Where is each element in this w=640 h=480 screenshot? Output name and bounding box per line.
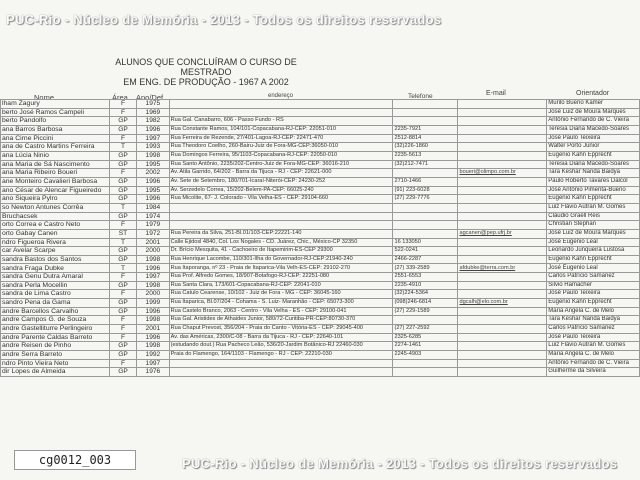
cell-nome: andre Gastelliturre Perlingeiro	[1, 325, 110, 334]
cell-email	[458, 368, 547, 377]
cell-orientador: Eugenio Kahn Epprecht	[547, 195, 640, 204]
table-row	[1, 212, 640, 221]
cell-endereco: Av. Atila Garrido, 64/202 - Barra da Tijuca - RJ - CEP: 22621-000	[169, 169, 393, 178]
cell-orientador: José Paulo Teixeira	[547, 134, 640, 143]
table-row	[1, 203, 640, 212]
table-row	[1, 125, 640, 134]
table-row	[1, 351, 640, 360]
document-code-label: cg0012_003	[14, 450, 136, 470]
table-row	[1, 160, 640, 169]
cell-email	[458, 255, 547, 264]
cell-endereco: Av. das Américas, 2300/C-08 - Barra da Tijuca - RJ - CEP: 22640-101	[169, 333, 393, 342]
cell-orientador: Maria Angela C. de Melo	[547, 351, 640, 360]
table-row	[1, 221, 640, 230]
cell-email	[458, 125, 547, 134]
cell-area: F	[109, 273, 136, 282]
column-header-endereco: endereço	[268, 93, 294, 99]
cell-email	[458, 273, 547, 282]
cell-orientador: Eugenio Kahn Epprecht	[547, 151, 640, 160]
cell-orientador: Maria Angela C. de Melo	[547, 307, 640, 316]
cell-email	[458, 325, 547, 334]
cell-endereco: Praia do Flamengo, 164/1103 - Flamengo - RJ - CEP: 22210-030	[169, 351, 393, 360]
cell-ano: 1972	[137, 229, 169, 238]
cell-orientador: Eugenio Kahn Epprecht	[547, 255, 640, 264]
cell-ano: 1996	[137, 307, 169, 316]
cell-telefone	[393, 169, 458, 178]
cell-orientador: José Eugenio Leal	[547, 238, 640, 247]
cell-ano: 1999	[137, 299, 169, 308]
watermark-banner-top: PUC-Rio - Núcleo de Memória - 2013 - Todos os direitos reservados	[6, 12, 442, 27]
cell-email	[458, 307, 547, 316]
table-row	[1, 247, 640, 256]
cell-area: F	[109, 221, 136, 230]
cell-endereco: Rua Chaput Prevost, 356/204 - Praia do Canto - Vitória-ES - CEP: 29045-400	[169, 325, 393, 334]
cell-orientador: José Eugenio Leal	[547, 264, 640, 273]
cell-endereco: Rua Pereira da Silva, 251-Bl.01/103-CEP:22221-140	[169, 229, 393, 238]
cell-orientador: José Luiz de Moura Marques	[547, 229, 640, 238]
heading-line-1: ALUNOS QUE CONCLUÍRAM O CURSO DE MESTRADO	[115, 57, 297, 77]
watermark-banner-bottom: PUC-Rio - Núcleo de Memória - 2013 - Todos os direitos reservados	[182, 456, 618, 471]
cell-nome: ana de Castro Martins Ferreira	[1, 143, 110, 152]
cell-area: T	[109, 203, 136, 212]
cell-area: GP	[109, 281, 136, 290]
cell-telefone: 2274-1461	[393, 342, 458, 351]
cell-endereco	[169, 359, 393, 368]
cell-endereco: Rua Theodoro Coelho, 260-Bairu-Juiz de Fora-MG-CEP:36050-010	[169, 143, 393, 152]
cell-ano: 1996	[137, 195, 169, 204]
cell-telefone: (32)212-7471	[393, 160, 458, 169]
cell-email	[458, 169, 547, 178]
column-header-area: Área	[112, 93, 128, 102]
cell-ano: 1995	[137, 186, 169, 195]
cell-area: GP	[109, 368, 136, 377]
cell-nome: andre Campos G. de Souza	[1, 316, 110, 325]
table-row	[1, 307, 640, 316]
cell-orientador: Leonardo Junqueira Lustosa	[547, 247, 640, 256]
cell-area: F	[109, 325, 136, 334]
cell-area: F	[109, 333, 136, 342]
cell-orientador: Teresia Diana Macedo-Soares	[547, 125, 640, 134]
cell-telefone: (27) 339-2589	[393, 264, 458, 273]
cell-telefone: 2325-6285	[393, 333, 458, 342]
cell-ano: 1996	[137, 264, 169, 273]
cell-email	[458, 247, 547, 256]
table-row	[1, 281, 640, 290]
cell-nome: ano Siqueira Pylro	[1, 195, 110, 204]
cell-orientador: Walter Porto Junior	[547, 143, 640, 152]
column-header-email: E-mail	[486, 90, 506, 97]
cell-endereco: Rua Catulo Cearense, 10/102 - Juiz de Fora - MG - CEP: 36045-160	[169, 290, 393, 299]
cell-endereco	[169, 100, 393, 109]
cell-area: T	[109, 238, 136, 247]
cell-telefone: (27) 229-1589	[393, 307, 458, 316]
cell-ano: 1979	[137, 221, 169, 230]
cell-orientador: José Paulo Teixeira	[547, 290, 640, 299]
cell-telefone	[393, 108, 458, 117]
table-row	[1, 238, 640, 247]
cell-email	[458, 359, 547, 368]
cell-area: T	[109, 264, 136, 273]
table-row	[1, 273, 640, 282]
email-text: dgcalh@elo.com.br	[459, 299, 508, 306]
cell-telefone	[393, 368, 458, 377]
students-table	[0, 99, 640, 377]
cell-endereco: Calle Ejidosl 4840, Col. Los Nogales - CD. Juárez, Chic., México-CP 32350	[169, 238, 393, 247]
table-row	[1, 143, 640, 152]
cell-ano: 1997	[137, 273, 169, 282]
cell-nome: sandra Genu Dutra Amaral	[1, 273, 110, 282]
cell-ano: 1993	[137, 143, 169, 152]
cell-email	[458, 108, 547, 117]
table-row	[1, 169, 640, 178]
cell-email	[458, 238, 547, 247]
cell-endereco: Rua Domingos Ferreira, 95/1103-Copacabana-RJ-CEP: 22050-010	[169, 151, 393, 160]
cell-ano: 1998	[137, 342, 169, 351]
cell-nome: orto Gabay Canen	[1, 229, 110, 238]
cell-telefone: (32)224-5364	[393, 290, 458, 299]
document-heading	[96, 57, 316, 87]
cell-orientador: José Luiz de Moura Marques	[547, 108, 640, 117]
table-row	[1, 342, 640, 351]
cell-nome: sandra Perla Mocellin	[1, 281, 110, 290]
cell-endereco	[169, 221, 393, 230]
cell-email	[458, 221, 547, 230]
cell-area: F	[109, 108, 136, 117]
cell-telefone: (32)226-1860	[393, 143, 458, 152]
cell-nome: ana Maria de Sá Nascimento	[1, 160, 110, 169]
cell-email	[458, 351, 547, 360]
cell-endereco	[169, 203, 393, 212]
cell-area: F	[109, 169, 136, 178]
cell-endereco: Rua Santa Clara, 173/601-Copacabana-RJ-CEP: 22041-010	[169, 281, 393, 290]
cell-ano: 1976	[137, 368, 169, 377]
column-header-ano: Ano/Def.	[136, 93, 166, 102]
email-text: afdubke@terra.com.br	[459, 264, 516, 271]
column-header-orientador: Orientador	[576, 90, 610, 97]
table-row	[1, 108, 640, 117]
cell-endereco: Rua Ferreira de Rezende, 27/401-Lagoa-RJ-CEP: 22471-470	[169, 134, 393, 143]
cell-email	[458, 316, 547, 325]
table-row	[1, 333, 640, 342]
cell-nome: so Newton Antunes Corrêa	[1, 203, 110, 212]
cell-ano: 1996	[137, 177, 169, 186]
cell-telefone: (91) 223-6028	[393, 186, 458, 195]
cell-endereco: Rua Santo Antônio, 2235/202-Centro-Juiz de Fora-MG-CEP: 36016-210	[169, 160, 393, 169]
cell-nome: ndro Pinto Vieira Neto	[1, 359, 110, 368]
cell-area: T	[109, 143, 136, 152]
cell-orientador: Guilherme da Silveira	[547, 368, 640, 377]
cell-ano: 2001	[137, 325, 169, 334]
cell-area: F	[109, 290, 136, 299]
email-text: boueri@olimpo.com.br	[459, 169, 516, 176]
cell-orientador: Silvio Hamacher	[547, 281, 640, 290]
cell-ano: 1995	[137, 160, 169, 169]
cell-endereco: Rua Henrique Lacombe, 110/301-Ilha do Governador-RJ-CEP:21940-240	[169, 255, 393, 264]
cell-endereco: Rua Prof. Alfredo Gomes, 18/907-Botafogo-RJ-CEP: 22251-080	[169, 273, 393, 282]
cell-endereco	[169, 368, 393, 377]
cell-area: GP	[109, 117, 136, 126]
table-row	[1, 151, 640, 160]
cell-orientador: Antônio Fernando de C. Vieira	[547, 117, 640, 126]
cell-nome: andre Barcellos Carvalho	[1, 307, 110, 316]
cell-area: GP	[109, 247, 136, 256]
cell-orientador: Teresia Diana Macedo-Soares	[547, 160, 640, 169]
cell-nome: car Avelar Scarpe	[1, 247, 110, 256]
cell-telefone	[393, 316, 458, 325]
cell-email	[458, 100, 547, 109]
cell-nome: ana Lúcia Ninio	[1, 151, 110, 160]
cell-nome: ana Cirne Piccini	[1, 134, 110, 143]
cell-telefone	[393, 100, 458, 109]
cell-orientador: José Antônio Pimenta-Bueno	[547, 186, 640, 195]
cell-orientador: Eugenio Kahn Epprecht	[547, 299, 640, 308]
cell-email	[458, 264, 547, 273]
cell-ano: 1998	[137, 151, 169, 160]
cell-nome: andre Parente Caldas Barreto	[1, 333, 110, 342]
table-row	[1, 100, 640, 109]
cell-area: GP	[109, 195, 136, 204]
cell-ano: 1975	[137, 100, 169, 109]
cell-nome: sandra Bastos dos Santos	[1, 255, 110, 264]
cell-telefone: 522-0241	[393, 247, 458, 256]
cell-nome: Bruchacsek	[1, 212, 110, 221]
table-row	[1, 255, 640, 264]
cell-email	[458, 186, 547, 195]
cell-email	[458, 342, 547, 351]
cell-telefone: 2235-5613	[393, 151, 458, 160]
cell-orientador: Murilo Bueno Kamer	[547, 100, 640, 109]
cell-nome: ano César de Alencar Figueiredo	[1, 186, 110, 195]
cell-ano: 1997	[137, 359, 169, 368]
cell-orientador: Carlos Patrício Samanez	[547, 325, 640, 334]
cell-endereco: (estudando dout.) Rua Pacheco Leão, 536/20-Jardim Botânico-RJ 22460-030	[169, 342, 393, 351]
cell-email	[458, 134, 547, 143]
cell-orientador: Carlos Patrício Samanez	[547, 273, 640, 282]
cell-ano: 1974	[137, 212, 169, 221]
cell-ano: 1996	[137, 333, 169, 342]
heading-line-2: EM ENG. DE PRODUÇÃO - 1967 A 2002	[123, 77, 289, 87]
cell-area: F	[109, 100, 136, 109]
cell-area: GP	[109, 177, 136, 186]
cell-email	[458, 160, 547, 169]
cell-endereco: Rua Gal. Aristides de Athaides Junior, 580/72-Curitiba-PR-CEP:80730-370	[169, 316, 393, 325]
cell-area: GP	[109, 351, 136, 360]
cell-ano: 2001	[137, 238, 169, 247]
cell-nome: orto Correa e Castro Neto	[1, 221, 110, 230]
cell-ano: 1969	[137, 108, 169, 117]
table-row	[1, 316, 640, 325]
cell-nome: sandra de Lima Castro	[1, 290, 110, 299]
cell-email	[458, 281, 547, 290]
cell-ano: 2002	[137, 169, 169, 178]
cell-telefone: 2235-4910	[393, 281, 458, 290]
cell-orientador: Luiz Flávio Autran M. Gomes	[547, 342, 640, 351]
cell-endereco	[169, 108, 393, 117]
cell-endereco: Dr. Brício Mesquita, 41 - Cachoeiro de Itapemirim-ES-CEP 29300	[169, 247, 393, 256]
cell-telefone: (27) 227-2592	[393, 325, 458, 334]
cell-area: GP	[109, 255, 136, 264]
cell-ano: 1997	[137, 134, 169, 143]
cell-email	[458, 212, 547, 221]
cell-area: ST	[109, 229, 136, 238]
cell-telefone	[393, 212, 458, 221]
cell-endereco: Av. Serzedelo Correa, 15/202-Belem-PA-CEP: 66025-240	[169, 186, 393, 195]
cell-area: GP	[109, 160, 136, 169]
cell-area: F	[109, 134, 136, 143]
cell-orientador: Antônio Fernando de C. Vieira	[547, 359, 640, 368]
email-text: agcanen@pep.ufrj.br	[459, 229, 512, 236]
cell-endereco: Rua Castelo Branco, 2063 - Centro - Vila Velha - ES - CEP: 29100-041	[169, 307, 393, 316]
cell-telefone: 2710-1466	[393, 177, 458, 186]
cell-area: F	[109, 359, 136, 368]
cell-ano: 1982	[137, 117, 169, 126]
cell-endereco	[169, 212, 393, 221]
cell-orientador: Cláudio Graell Reis	[547, 212, 640, 221]
cell-nome: andre Reisen de Pinho	[1, 342, 110, 351]
table-row	[1, 368, 640, 377]
cell-telefone: (27) 229-7776	[393, 195, 458, 204]
cell-endereco: Rua Constante Ramos, 104/101-Copacabana-RJ-CEP: 22051-010	[169, 125, 393, 134]
cell-orientador: Christian Stephan	[547, 221, 640, 230]
cell-area: GP	[109, 151, 136, 160]
cell-area: GP	[109, 307, 136, 316]
table-row	[1, 359, 640, 368]
cell-nome: dir Lopes de Almeida	[1, 368, 110, 377]
cell-email	[458, 151, 547, 160]
cell-orientador: José Paulo Teixeira	[547, 333, 640, 342]
cell-nome: ana Barros Barbosa	[1, 125, 110, 134]
column-header-telefone: Telefone	[408, 93, 433, 100]
cell-ano: 1984	[137, 203, 169, 212]
cell-endereco: Rua Itaporanga, nº 23 - Praia de Itaparica-Vila Velh-ES-CEP: 29102-270	[169, 264, 393, 273]
cell-telefone	[393, 203, 458, 212]
cell-endereco: Av. Sete de Setembro, 180/701-Icaraí-Niterói-CEP: 24230-252	[169, 177, 393, 186]
cell-orientador: Tara Keshar Nanda Baidya	[547, 169, 640, 178]
cell-ano: 2000	[137, 247, 169, 256]
cell-area: GP	[109, 125, 136, 134]
cell-area: GP	[109, 186, 136, 195]
cell-telefone: 2235-7921	[393, 125, 458, 134]
cell-telefone: (098)246-6814	[393, 299, 458, 308]
cell-email	[458, 177, 547, 186]
table-row	[1, 229, 640, 238]
cell-telefone: 2512-8814	[393, 134, 458, 143]
table-row	[1, 117, 640, 126]
cell-telefone: 16 133050	[393, 238, 458, 247]
cell-nome: ana Maria Ribeiro Boueri	[1, 169, 110, 178]
table-row	[1, 264, 640, 273]
cell-email	[458, 195, 547, 204]
cell-area: GP	[109, 342, 136, 351]
cell-nome: berto Pandolfo	[1, 117, 110, 126]
cell-telefone	[393, 229, 458, 238]
cell-area: GP	[109, 212, 136, 221]
cell-ano: 1996	[137, 125, 169, 134]
cell-telefone: 2466-2287	[393, 255, 458, 264]
cell-telefone: 2551-6553	[393, 273, 458, 282]
cell-ano: 1998	[137, 255, 169, 264]
cell-nome: berto José Ramos Campeli	[1, 108, 110, 117]
cell-area: F	[109, 316, 136, 325]
cell-nome: andre Serra Barreto	[1, 351, 110, 360]
table-row	[1, 195, 640, 204]
cell-orientador: Luiz Flávio Autran M. Gomes	[547, 203, 640, 212]
cell-endereco: Rua Micolite, 67- J. Colorado - Vila Velha-ES - CEP: 29104-660	[169, 195, 393, 204]
cell-telefone	[393, 221, 458, 230]
column-header-nome: Nome	[34, 93, 55, 102]
cell-telefone	[393, 359, 458, 368]
cell-email	[458, 143, 547, 152]
cell-ano: 1998	[137, 316, 169, 325]
cell-area: GP	[109, 299, 136, 308]
cell-email	[458, 333, 547, 342]
cell-ano: 1998	[137, 281, 169, 290]
cell-nome: ane Monteiro Cavalieri Barbosa	[1, 177, 110, 186]
table-row	[1, 134, 640, 143]
cell-email	[458, 290, 547, 299]
cell-endereco: Rua Gal. Canabarro, 606 - Passo Fundo - RS	[169, 117, 393, 126]
table-row	[1, 325, 640, 334]
table-row	[1, 299, 640, 308]
cell-telefone: 2245-4903	[393, 351, 458, 360]
table-row	[1, 186, 640, 195]
cell-ano: 2000	[137, 290, 169, 299]
cell-endereco: Rua Itaparica, Bl.07/204 - Cohama - S. Luiz- Maranhão - CEP: 65073-300	[169, 299, 393, 308]
table-row	[1, 290, 640, 299]
cell-orientador: Paulo Roberto Tavares Dalcol	[547, 177, 640, 186]
cell-email	[458, 117, 547, 126]
cell-email	[458, 203, 547, 212]
cell-ano: 1992	[137, 351, 169, 360]
cell-nome: ndro Figueroa Rivera	[1, 238, 110, 247]
cell-nome: lham Zagury	[1, 100, 110, 109]
cell-email	[458, 229, 547, 238]
table-row	[1, 177, 640, 186]
cell-orientador: Tara Keshar Nanda Baidya	[547, 316, 640, 325]
cell-telefone	[393, 117, 458, 126]
cell-nome: sandro Pena da Gama	[1, 299, 110, 308]
cell-email	[458, 299, 547, 308]
cell-nome: sandra Fraga Dubke	[1, 264, 110, 273]
